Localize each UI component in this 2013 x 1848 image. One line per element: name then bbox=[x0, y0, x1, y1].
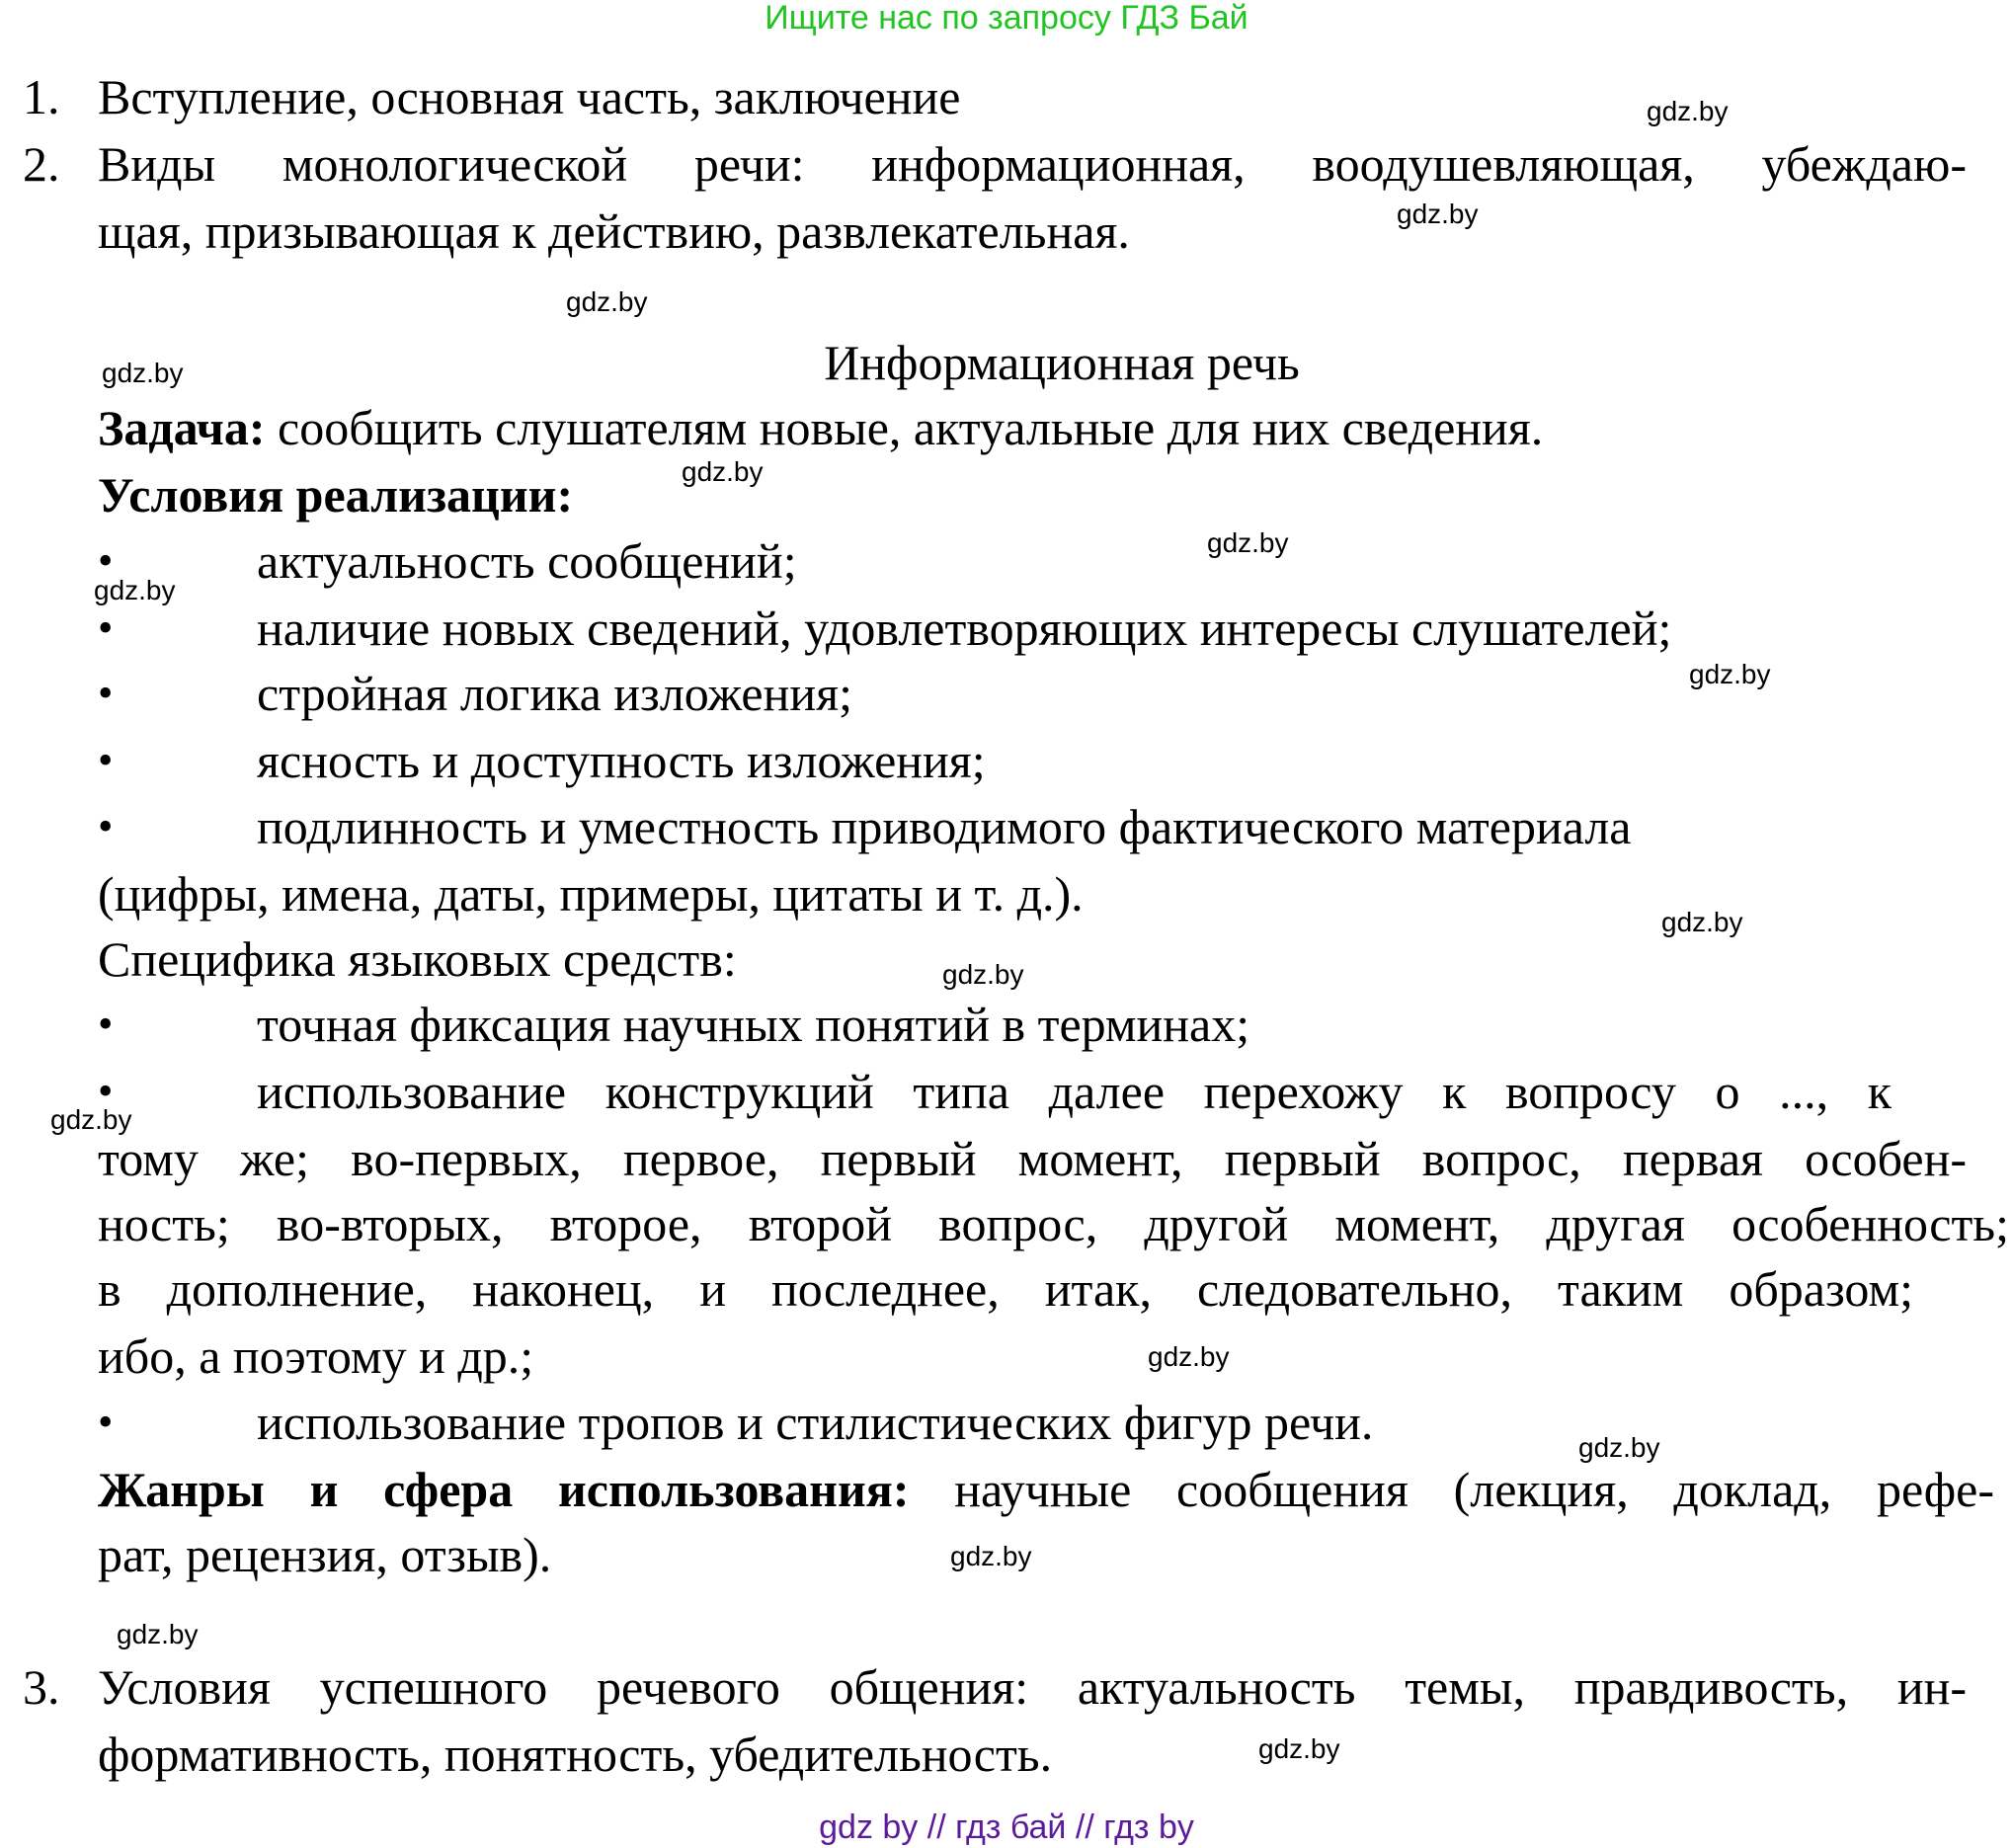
bullet: • bbox=[98, 669, 114, 717]
list-item-cont: тому же; во-первых, первое, первый момент, первый вопрос, первая особен- bbox=[98, 1131, 1967, 1186]
bullet: • bbox=[98, 1000, 114, 1048]
item-text: Условия успешного речевого общения: актуальность темы, правдивость, ин- bbox=[98, 1659, 1967, 1715]
item-number: 3. bbox=[23, 1659, 60, 1715]
watermark: gdz.by bbox=[117, 1619, 199, 1649]
list-item: ясность и доступность изложения; bbox=[257, 733, 986, 788]
conditions-label: Условия реализации: bbox=[98, 467, 574, 522]
item-text: щая, призывающая к действию, развлекательная. bbox=[98, 203, 1130, 259]
means-heading: Специфика языковых средств: bbox=[98, 931, 737, 987]
item-text: Виды монологической речи: информационная, воодушевляющая, убеждаю- bbox=[98, 136, 1967, 192]
bullet: • bbox=[98, 603, 114, 652]
watermark: gdz.by bbox=[1689, 659, 1771, 689]
list-item: подлинность и уместность приводимого фактического материала bbox=[257, 799, 1632, 854]
item-number: 2. bbox=[23, 136, 60, 192]
footer-links: gdz by // гдз бай // гдз by bbox=[819, 1808, 1194, 1846]
watermark: gdz.by bbox=[102, 358, 184, 388]
list-item: использование тропов и стилистических фигур речи. bbox=[257, 1395, 1374, 1450]
watermark: gdz.by bbox=[1661, 907, 1743, 937]
search-banner: Ищите нас по запросу ГДЗ Бай bbox=[765, 0, 1248, 37]
list-item: наличие новых сведений, удовлетворяющих интересы слушателей; bbox=[257, 601, 1672, 656]
bullet: • bbox=[98, 1067, 114, 1115]
conditions-heading bbox=[98, 460, 573, 529]
list-item: стройная логика изложения; bbox=[257, 666, 853, 721]
bullet: • bbox=[98, 802, 114, 850]
list-item-cont: в дополнение, наконец, и последнее, итак, следовательно, таким образом; bbox=[98, 1261, 1913, 1317]
watermark: gdz.by bbox=[566, 286, 648, 317]
bullet: • bbox=[98, 1398, 114, 1446]
task-line bbox=[98, 393, 1543, 462]
watermark: gdz.by bbox=[950, 1541, 1032, 1571]
list-item-cont: (цифры, имена, даты, примеры, цитаты и т. д.). bbox=[98, 866, 1084, 922]
list-item: использование конструкций типа далее перехожу к вопросу о ..., к bbox=[257, 1064, 1892, 1119]
list-item-cont: ность; во-вторых, второе, второй вопрос, другой момент, другая особенность; bbox=[98, 1196, 2009, 1251]
watermark: gdz.by bbox=[1258, 1733, 1340, 1764]
bullet: • bbox=[98, 736, 114, 784]
genres-line bbox=[98, 1455, 1994, 1524]
watermark: gdz.by bbox=[682, 456, 764, 487]
list-item-cont: ибо, а поэтому и др.; bbox=[98, 1328, 534, 1384]
watermark: gdz.by bbox=[942, 959, 1024, 990]
bullet: • bbox=[98, 536, 114, 585]
watermark: gdz.by bbox=[1578, 1432, 1660, 1463]
watermark: gdz.by bbox=[94, 575, 176, 605]
watermark: gdz.by bbox=[1397, 199, 1479, 229]
item-number: 1. bbox=[23, 69, 60, 124]
genres-cont: рат, рецензия, отзыв). bbox=[98, 1527, 552, 1582]
section-title: Информационная речь bbox=[824, 335, 1300, 390]
task-text: сообщить слушателям новые, актуальные для них сведения. bbox=[265, 400, 1544, 455]
watermark: gdz.by bbox=[1207, 527, 1289, 558]
watermark: gdz.by bbox=[1148, 1341, 1230, 1372]
genres-label: Жанры и сфера использования: bbox=[98, 1462, 910, 1517]
watermark: gdz.by bbox=[50, 1104, 132, 1135]
item-text: формативность, понятность, убедительность. bbox=[98, 1727, 1053, 1782]
item-text: Вступление, основная часть, заключение bbox=[98, 69, 961, 124]
watermark: gdz.by bbox=[1647, 96, 1729, 126]
task-label: Задача: bbox=[98, 400, 266, 455]
list-item: точная фиксация научных понятий в терминах; bbox=[257, 997, 1250, 1052]
list-item: актуальность сообщений; bbox=[257, 533, 797, 589]
genres-text: научные сообщения (лекция, доклад, рефе- bbox=[909, 1462, 1994, 1517]
